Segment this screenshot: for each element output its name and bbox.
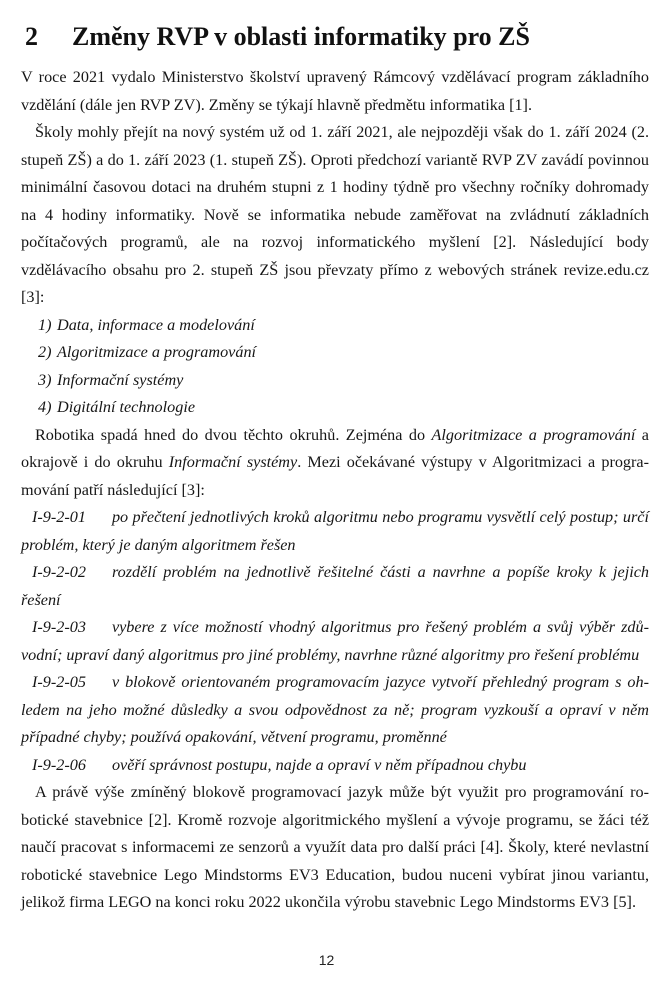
paragraph-intro: V roce 2021 vydalo Ministerstvo školství upravený Rámcový vzdělávací program základního vzdělání (dále jen RVP ZV). Změny se týkají hlavně předmětu informatika [1]. bbox=[21, 68, 649, 114]
list-item-label: Digitální technologie bbox=[57, 398, 196, 416]
outcome-code: I-9-2-03 bbox=[32, 618, 86, 636]
list-marker: 4) bbox=[38, 398, 52, 416]
list-item-label: Data, informace a modelování bbox=[57, 315, 255, 334]
section-heading bbox=[21, 22, 649, 52]
outcome-code: I-9-2-06 bbox=[32, 755, 86, 774]
paragraph-robotics-areas bbox=[21, 422, 649, 505]
text-run: . Mezi očekávané výstupy v Algoritmizaci a programování patří následující [3]: bbox=[21, 453, 649, 499]
list-item-label: Algoritmizace a programování bbox=[57, 343, 257, 361]
text-run: a okrajově i do okruhu bbox=[21, 425, 649, 471]
list-item bbox=[38, 394, 649, 422]
outcome-text: vybere z více možností vhodný algoritmus pro řešený problém a svůj výběr zdůvodní; upraví daný algoritmus pro jiné problémy, navrhne různé algoritmy pro řešení problému bbox=[21, 618, 649, 664]
section-title: Změny RVP v oblasti informatiky pro ZŠ bbox=[72, 22, 530, 51]
paragraph-lego: A právě výše zmíněný blokově programovací jazyk může být využit pro programování robotické stavebnice [2]. Kromě rozvoje algoritmického myšlení a vývoje programu, se žáci též naučí pracovat s informacemi ze senzorů a využít data pro další práci [4]. Školy, které nevlastní robotické stavebnice Lego Mindstorms EV3 Education, budou nuceni vybírat jinou variantu, jelikož firma LEGO na konci roku 2022 ukončila výrobu stavebnic Lego Mindstorms EV3 [5]. bbox=[21, 783, 649, 911]
outcome-code: I-9-2-01 bbox=[32, 508, 86, 526]
outcome-code: I-9-2-02 bbox=[32, 563, 86, 581]
section-number: 2 bbox=[25, 22, 38, 51]
page-footer bbox=[0, 951, 653, 969]
curriculum-topic-list bbox=[21, 312, 649, 422]
list-marker: 2) bbox=[38, 343, 52, 361]
page-content bbox=[21, 22, 649, 917]
list-marker: 3) bbox=[38, 370, 52, 389]
list-item bbox=[38, 339, 649, 367]
outcome-item bbox=[21, 504, 649, 559]
list-item bbox=[38, 367, 649, 395]
outcome-item bbox=[21, 614, 649, 669]
outcome-item bbox=[21, 669, 649, 752]
text-run: Robotika spadá hned do dvou těchto okruhů. Zejména do bbox=[35, 425, 432, 444]
list-item bbox=[38, 312, 649, 340]
outcome-item bbox=[21, 752, 649, 780]
paragraph-rvp-changes: Školy mohly přejít na nový systém už od 1. září 2021, ale nejpozději však do 1. září 2024 (2. stupeň ZŠ) a do 1. září 2023 (1. stupeň ZŠ). Oproti předchozí variantě RVP ZV zavádí povinnou minimální časovou dotaci na druhém stupni z 1 hodiny týdně pro všechny ročníky dohromady na 4 hodiny informatiky. Nově se informatika nebude zaměřovat na zvládnutí základních počítačových programů, ale na rozvoj informatického myšlení [2]. Následující body vzdělávacího obsahu pro 2. stupeň ZŠ jsou převzaty přímo z webových stránek revize.edu.cz [3]: bbox=[21, 123, 649, 306]
list-marker: 1) bbox=[38, 315, 52, 334]
text-run-italic: Informační systémy bbox=[168, 453, 298, 471]
outcome-text: po přečtení jednotlivých kroků algoritmu nebo programu vysvětlí celý postup; určí problém, který je daným algoritmem řešen bbox=[21, 508, 649, 554]
outcome-code: I-9-2-05 bbox=[32, 673, 86, 691]
outcome-text: rozdělí problém na jednotlivě řešitelné části a navrhne a popíše kroky k jejich řešení bbox=[21, 563, 649, 609]
outcome-text: ověří správnost postupu, najde a opraví v něm případnou chybu bbox=[111, 755, 527, 774]
text-run-italic: Algoritmizace a programování bbox=[431, 425, 636, 444]
list-item-label: Informační systémy bbox=[57, 370, 184, 389]
outcome-item bbox=[21, 559, 649, 614]
outcome-text: v blokově orientovaném programovacím jazyce vytvoří přehledný program s ohledem na jeho možné důsledky a svou odpovědnost za ně; program vyzkouší a opraví v něm případné chyby; používá opakování, větvení programu, proměnné bbox=[21, 673, 649, 746]
page-number: 12 bbox=[318, 952, 335, 968]
